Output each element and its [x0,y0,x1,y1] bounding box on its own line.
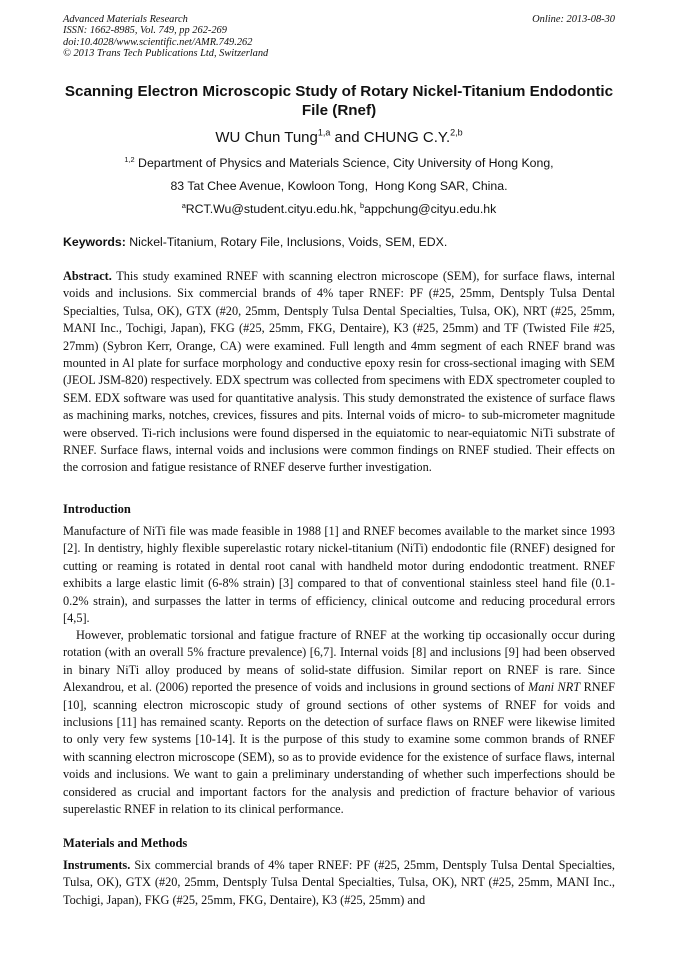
introduction-paragraph-2-part-a: However, problematic torsional and fatigue fracture of RNEF at the working tip occasionally occur during rotation (with an overall 5% fracture prevalence) [6,7]. Internal voids [8] and inclusions [9] had been observed in binary NiTi alloy produced by means of solid-state diffusion. Similar report on RNEF is rare. Since Alexandrou, et al. (2006) reported the presence of voids and inclusions in ground sections of [63,628,615,695]
affiliation-line-1 [63,156,615,170]
author-conjunction: and [330,129,364,146]
introduction-paragraph-2 [63,627,615,818]
introduction-paragraph-2-part-b: RNEF [10], scanning electron microscopic study of ground sections of other systems of RNEF for voids and inclusions [11] has remained scanty. Reports on the detection of surface flaws on RNEF were likewise limited to only very few systems [10-14]. It is the purpose of this study to examine some common brands of RNEF with scanning electron microscope (SEM), so as to provide evidence for the existence of surface flaws, internal voids and inclusions. We want to gain a preliminary understanding of whether such imperfections should be considered as crucial and important factors for the analysis and prediction of fracture behavior of various superelastic RNEF in relation to its clinical performance. [63,680,615,817]
affiliation-line-2: 83 Tat Chee Avenue, Kowloon Tong, Hong Kong SAR, China. [170,179,508,193]
abstract-text: This study examined RNEF with scanning electron microscope (SEM), for surface flaws, internal voids and inclusions. Six commercial brands of 4% taper RNEF: PF (#25, 25mm, Dentsply Tulsa Dental Specialties, Tulsa, OK), GTX (#20, 25mm, Dentsply Tulsa Dental Specialties, Tulsa, OK), NRT (#25, 25mm, MANI Inc., Tochigi, Japan), FKG (#25, 25mm, FKG, Dentaire), K3 (#25, 25mm) and TF (Twisted File #25, 27mm) (Sybron Kerr, Orange, CA) were examined. Full length and 4mm segment of each RNEF brand was mounted in Al plate for surface morphology and conductive epoxy resin for cross-sectional imaging with SEM (JEOL JSM-820) respectively. EDX spectrum was collected from specimens with EDX spectrometer coupled to SEM. EDX software was used for quantitative analysis. This study demonstrated the existence of surface flaws as machining marks, notches, crevices, fissures and pits. Internal voids of micro- to sub-micrometer magnitude were observed. Ti-rich inclusions were found dispersed in the equiatomic to near-equiatomic NiTi substrate of RNEF. Surface flaws, internal voids and inclusions were common findings on RNEF studied. Their effects on the corrosion and fatigue resistance of RNEF deserve further investigation. [63,269,615,475]
introduction-paragraph-1: Manufacture of NiTi file was made feasible in 1988 [1] and RNEF becomes available to the market since 1993 [2]. In dentistry, highly flexible superelastic rotary nickel-titanium (NiTi) endodontic file (RNEF) designed for cutting or reaming is rotated in dental root canal with handheld motor during endodontic treatment. RNEF exhibits a large elastic limit (6-8% strain) [3] compared to that of conventional stainless steel hand file (0.1-0.2% strain), and surpasses the latter in terms of efficiency, clinical outcome and reducing procedural errors [4,5]. [63,524,615,626]
journal-header [63,14,615,60]
introduction-heading: Introduction [63,502,131,516]
keywords-text: Nickel-Titanium, Rotary File, Inclusions, Voids, SEM, EDX. [125,235,448,249]
author-1: WU Chun Tung [215,129,318,146]
abstract [63,268,615,477]
email-b: appchung@cityu.edu.hk [364,202,497,216]
instruments-text: Six commercial brands of 4% taper RNEF: PF (#25, 25mm, Dentsply Tulsa Dental Specialties, Tulsa, OK), GTX (#20, 25mm, Dentsply Tulsa Dental Specialties, Tulsa, OK), NRT (#25, 25mm, MANI Inc., Tochigi, Japan), FKG (#25, 25mm, FKG, Dentaire), K3 (#25, 25mm) and [63,858,615,907]
introduction-paragraph-2-emphasis: Mani NRT [528,680,581,695]
author-1-superscript: 1,a [317,127,331,138]
instruments-label: Instruments. [63,858,131,872]
methods-heading: Materials and Methods [63,836,188,850]
author-2-superscript: 2,b [450,127,463,138]
copyright: © 2013 Trans Tech Publications Ltd, Switzerland [63,48,269,60]
online-date: Online: 2013-08-30 [532,14,615,25]
email-a-superscript: a [181,200,186,210]
doi: doi:10.4028/www.scientific.net/AMR.749.262 [63,36,253,48]
author-2: CHUNG C.Y. [363,129,451,146]
abstract-label: Abstract. [63,269,112,283]
email-b-superscript: b [360,200,365,210]
keywords-label: Keywords: [63,235,126,249]
methods-paragraph [63,857,615,909]
issn: ISSN: 1662-8985, Vol. 749, pp 262-269 [63,25,227,37]
affiliation-department: Department of Physics and Materials Science, City University of Hong Kong, [134,156,554,170]
affiliation-superscript: 1,2 [124,154,135,164]
email-a: RCT.Wu@student.cityu.edu.hk, [185,202,361,216]
email-line [63,202,615,216]
author-line [63,129,615,147]
journal-name: Advanced Materials Research [63,14,188,25]
keywords [63,235,615,249]
paper-title: Scanning Electron Microscopic Study of Rotary Nickel-Titanium Endodontic File (Rnef) [64,83,614,119]
